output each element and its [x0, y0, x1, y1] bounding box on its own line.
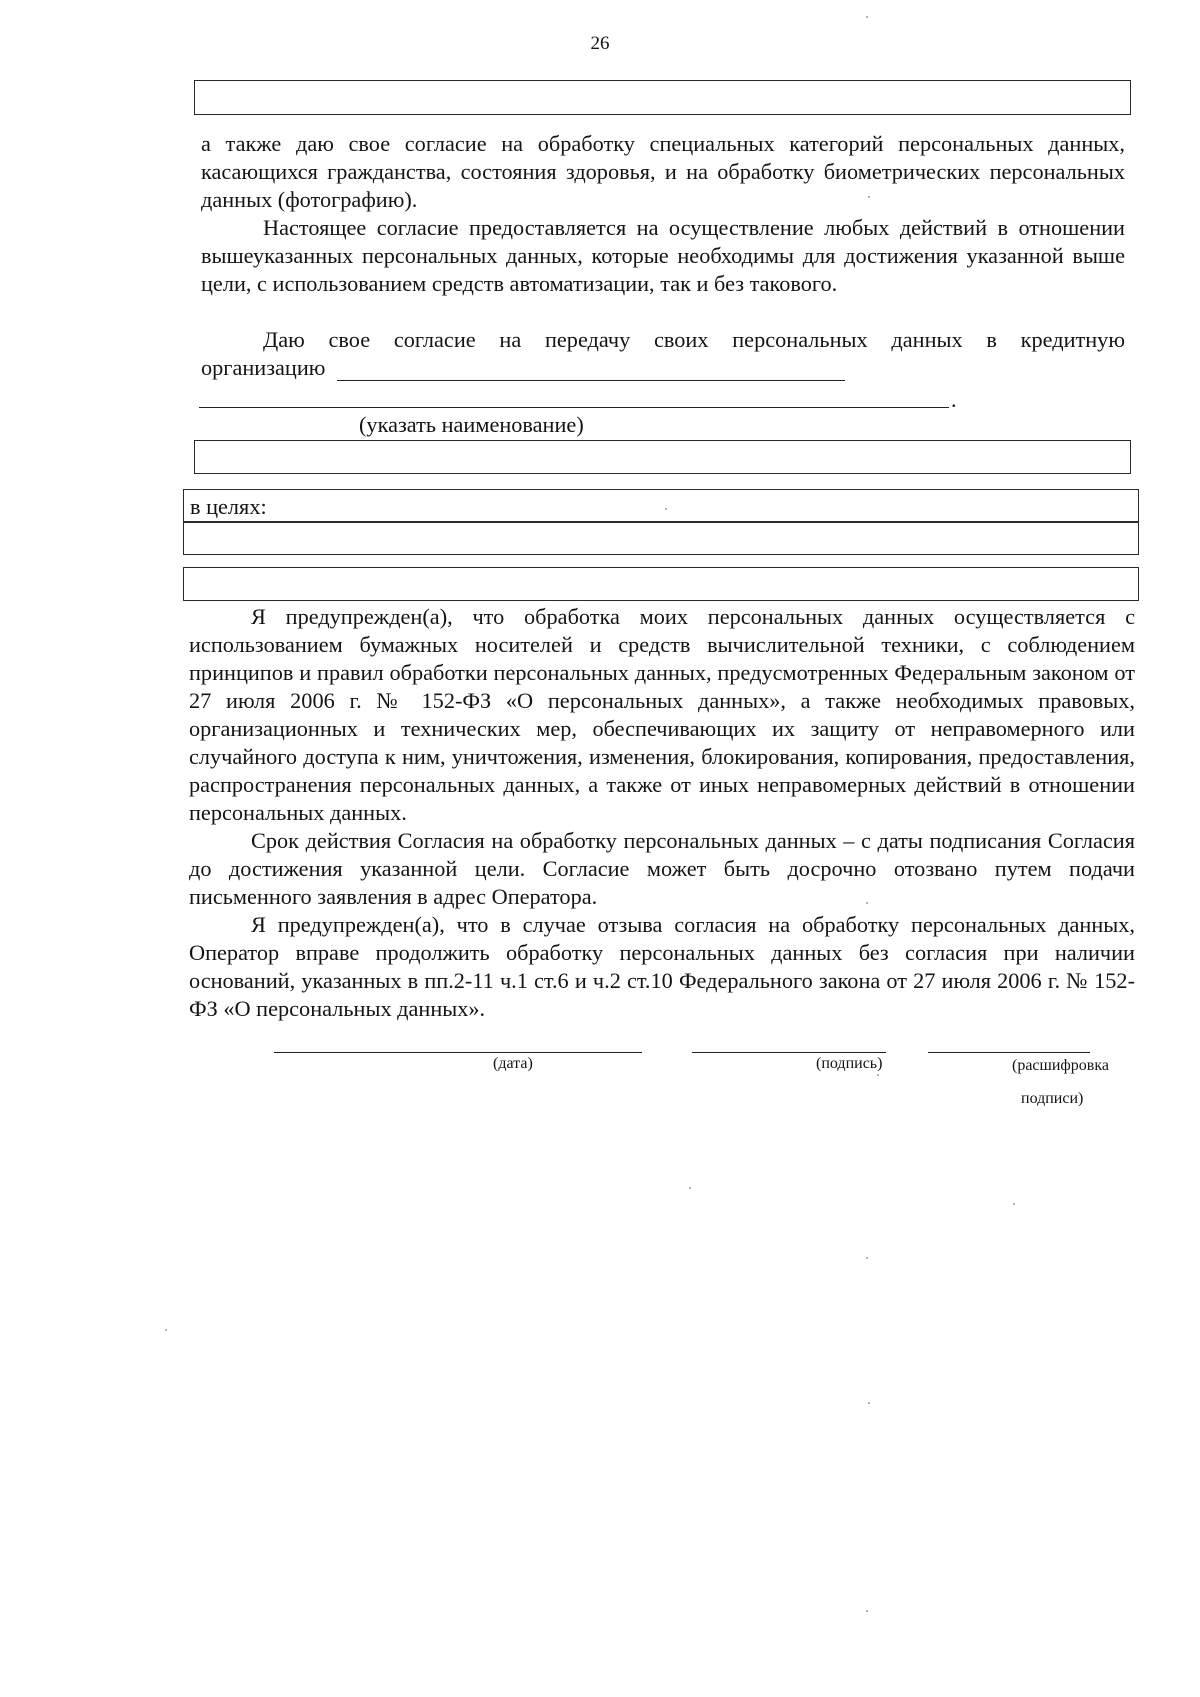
scan-speckle [665, 508, 667, 510]
scan-speckle [689, 1187, 691, 1189]
decoding-line[interactable] [928, 1052, 1090, 1053]
paragraph-consent-term: Срок действия Согласия на обработку персональных данных – с даты подписания Согласия до достижения указанной цели. Согласие может быть досрочно отозвано путем подачи письменного заявления в адрес Оператора. [189, 828, 1135, 909]
signature-label: (подпись) [816, 1055, 883, 1072]
scan-speckle [866, 16, 868, 18]
organization-line-1[interactable] [337, 380, 845, 381]
scan-speckle [868, 1402, 870, 1404]
scan-speckle [866, 1610, 868, 1612]
organization-name-field[interactable] [194, 440, 1131, 474]
date-line[interactable] [274, 1052, 642, 1053]
date-label: (дата) [493, 1055, 533, 1072]
decoding-label: (расшифровка [1012, 1057, 1109, 1074]
decoding-label-continued: подписи) [1021, 1090, 1084, 1107]
paragraph-consent-actions: Настоящее согласие предоставляется на осуществление любых действий в отношении вышеуказанных персональных данных, которые необходимы для достижения указанной выше цели, с использованием средств автоматизации, так и без такового. [201, 215, 1125, 296]
purpose-field-3[interactable] [183, 567, 1139, 601]
organization-name-hint: (указать наименование) [359, 412, 584, 437]
scan-speckle [877, 1074, 879, 1076]
scan-speckle [165, 1329, 167, 1331]
purpose-field-2[interactable] [183, 521, 1139, 555]
scan-speckle [866, 902, 868, 904]
purpose-label: в целях: [190, 494, 267, 519]
scan-speckle [1013, 1203, 1015, 1205]
form-field-top[interactable] [194, 80, 1131, 115]
organization-label: организацию [201, 355, 326, 380]
organization-line-2[interactable] [199, 407, 949, 408]
purpose-field-1[interactable] [183, 489, 1139, 523]
page-number: 26 [590, 33, 610, 54]
paragraph-withdrawal-warning: Я предупрежден(а), что в случае отзыва согласия на обработку персональных данных, Оператор вправе продолжить обработку персональных данных без согласия при наличии оснований, указанных в пп.2-11 ч.1 ст.6 и ч.2 ст.10 Федерального закона от 27 июля 2006 г. № 152-ФЗ «О персональных данных». [189, 912, 1135, 1021]
paragraph-transfer-consent [201, 326, 1125, 354]
organization-line-end: . [951, 387, 957, 412]
paragraph-special-categories: а также даю свое согласие на обработку специальных категорий персональных данных, касающихся гражданства, состояния здоровья, и на обработку биометрических персональных данных (фотографию). [201, 131, 1125, 212]
scan-speckle [866, 1257, 868, 1259]
signature-line[interactable] [692, 1052, 886, 1053]
scan-speckle [868, 196, 870, 198]
paragraph-processing-warning: Я предупрежден(а), что обработка моих персональных данных осуществляется с использованием бумажных носителей и средств вычислительной техники, с соблюдением принципов и правил обработки персональных данных, предусмотренных Федеральным законом от 27 июля 2006 г. № 152-ФЗ «О персональных данных», а также необходимых правовых, организационных и технических мер, обеспечивающих их защиту от неправомерного или случайного доступа к ним, уничтожения, изменения, блокирования, копирования, предоставления, распространения персональных данных, а также от иных неправомерных действий в отношении персональных данных. [189, 604, 1135, 825]
transfer-consent-text: Даю свое согласие на передачу своих персональных данных в кредитную [263, 327, 1125, 352]
